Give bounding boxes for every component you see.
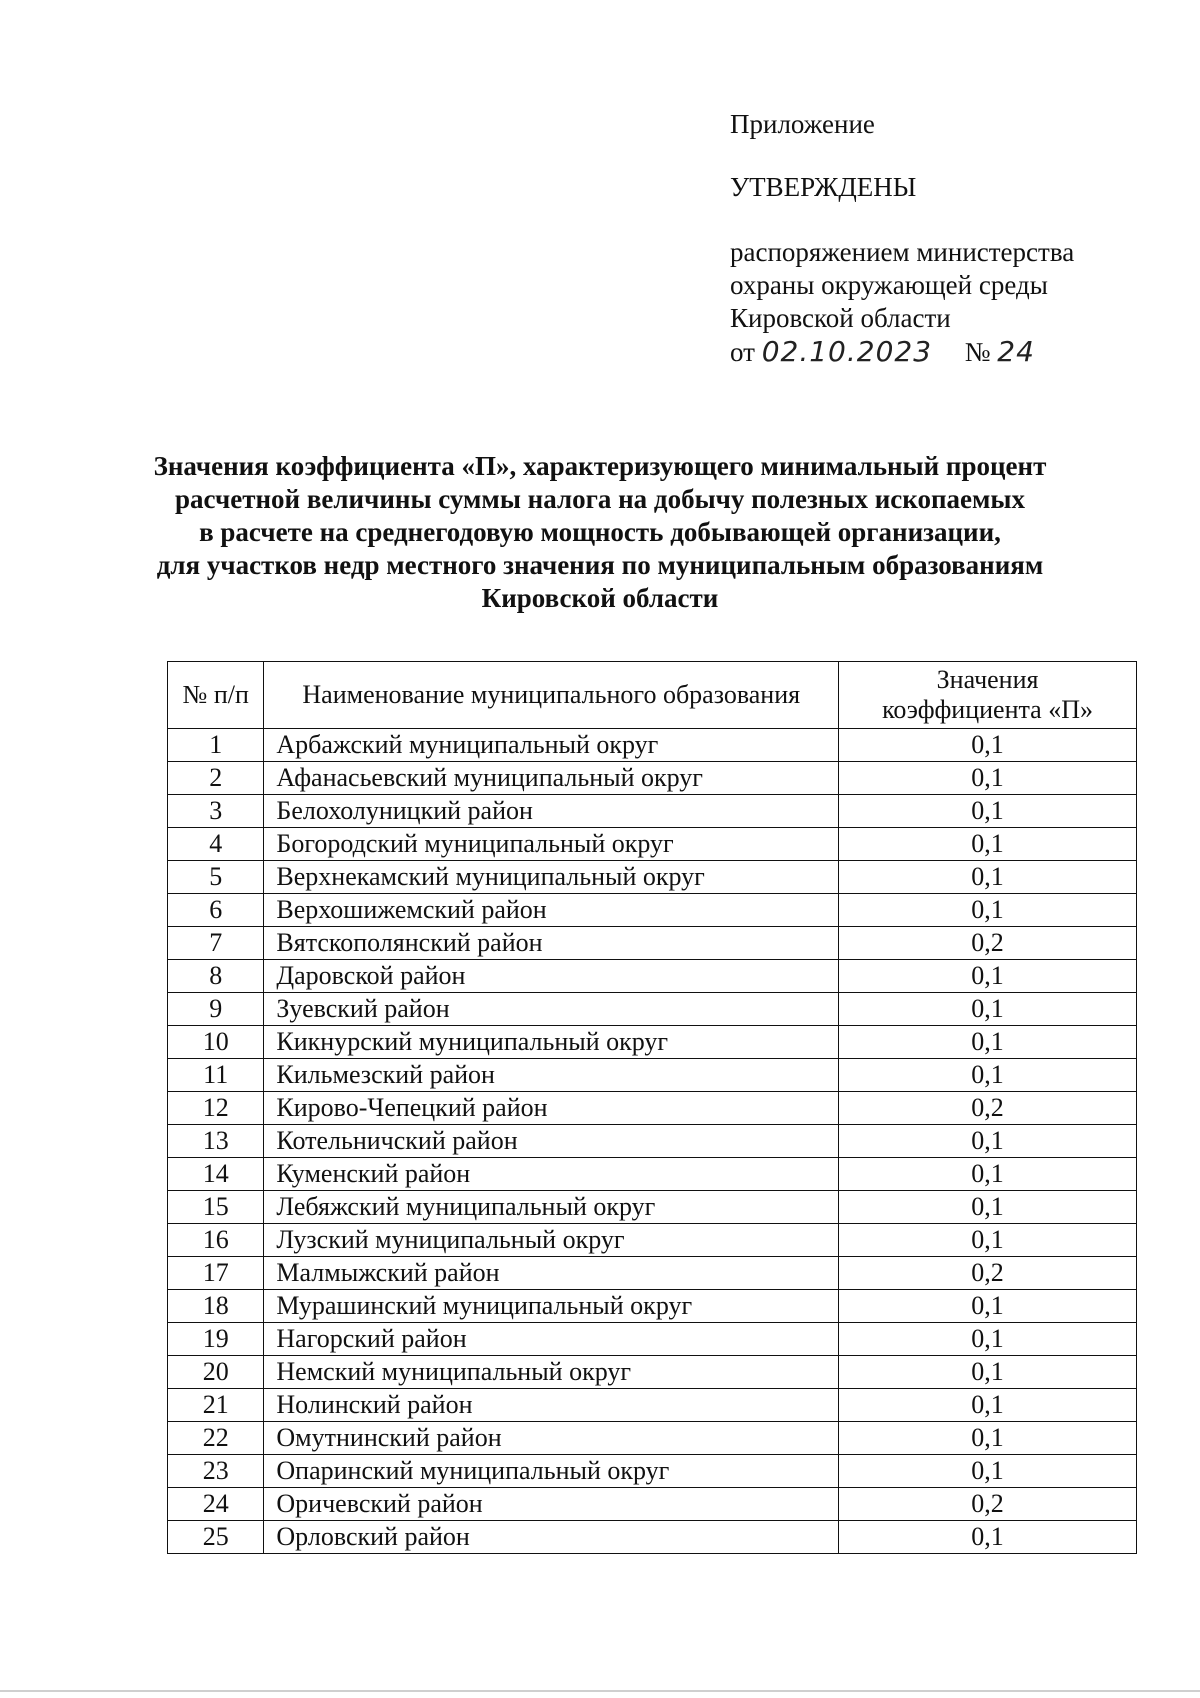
table-row bbox=[168, 1092, 1137, 1125]
table-row bbox=[168, 1224, 1137, 1257]
row-num: 3 bbox=[168, 795, 264, 828]
date-prefix: от bbox=[730, 337, 755, 367]
row-name: Немский муниципальный округ bbox=[264, 1356, 839, 1389]
header-num: № п/п bbox=[168, 662, 264, 729]
header-value-line-1: Значения bbox=[936, 665, 1039, 694]
coefficients-table bbox=[167, 661, 1137, 1554]
row-value: 0,1 bbox=[839, 993, 1137, 1026]
row-value: 0,1 bbox=[839, 1059, 1137, 1092]
row-name: Кикнурский муниципальный округ bbox=[264, 1026, 839, 1059]
table-row bbox=[168, 828, 1137, 861]
row-name: Орловский район bbox=[264, 1521, 839, 1554]
table-row bbox=[168, 795, 1137, 828]
table-row bbox=[168, 1125, 1137, 1158]
row-value: 0,1 bbox=[839, 828, 1137, 861]
row-num: 20 bbox=[168, 1356, 264, 1389]
row-name: Кильмезский район bbox=[264, 1059, 839, 1092]
handwritten-number: 24 bbox=[997, 335, 1035, 368]
row-name: Верхнекамский муниципальный округ bbox=[264, 861, 839, 894]
row-value: 0,1 bbox=[839, 960, 1137, 993]
row-num: 4 bbox=[168, 828, 264, 861]
row-value: 0,1 bbox=[839, 1191, 1137, 1224]
row-value: 0,1 bbox=[839, 1356, 1137, 1389]
table-row bbox=[168, 993, 1137, 1026]
row-name: Нагорский район bbox=[264, 1323, 839, 1356]
approved-by-line-3: Кировской области bbox=[730, 303, 951, 333]
row-value: 0,1 bbox=[839, 1026, 1137, 1059]
row-num: 2 bbox=[168, 762, 264, 795]
number-sign: № bbox=[964, 337, 991, 367]
table-row bbox=[168, 927, 1137, 960]
table-body bbox=[168, 729, 1137, 1554]
title-line-4: для участков недр местного значения по муниципальным образованиям bbox=[156, 550, 1044, 580]
table-row bbox=[168, 1488, 1137, 1521]
row-num: 21 bbox=[168, 1389, 264, 1422]
row-name: Куменский район bbox=[264, 1158, 839, 1191]
table-row bbox=[168, 1059, 1137, 1092]
table-row bbox=[168, 729, 1137, 762]
row-num: 22 bbox=[168, 1422, 264, 1455]
row-num: 12 bbox=[168, 1092, 264, 1125]
row-num: 25 bbox=[168, 1521, 264, 1554]
row-value: 0,2 bbox=[839, 1092, 1137, 1125]
title-line-3: в расчете на среднегодовую мощность добывающей организации, bbox=[199, 517, 1001, 547]
row-name: Малмыжский район bbox=[264, 1257, 839, 1290]
row-value: 0,2 bbox=[839, 927, 1137, 960]
table-row bbox=[168, 861, 1137, 894]
row-value: 0,1 bbox=[839, 1422, 1137, 1455]
row-num: 8 bbox=[168, 960, 264, 993]
row-num: 1 bbox=[168, 729, 264, 762]
row-name: Богородский муниципальный округ bbox=[264, 828, 839, 861]
approved-label: УТВЕРЖДЕНЫ bbox=[730, 172, 917, 202]
row-name: Арбажский муниципальный округ bbox=[264, 729, 839, 762]
row-value: 0,1 bbox=[839, 729, 1137, 762]
header-value-line-2: коэффициента «П» bbox=[882, 695, 1093, 724]
appendix-label: Приложение bbox=[730, 109, 875, 139]
table-row bbox=[168, 894, 1137, 927]
row-num: 15 bbox=[168, 1191, 264, 1224]
title-line-1: Значения коэффициента «П», характеризующего минимальный процент bbox=[153, 451, 1047, 481]
row-num: 13 bbox=[168, 1125, 264, 1158]
row-num: 6 bbox=[168, 894, 264, 927]
row-value: 0,1 bbox=[839, 1455, 1137, 1488]
row-value: 0,1 bbox=[839, 861, 1137, 894]
table-row bbox=[168, 1356, 1137, 1389]
row-name: Нолинский район bbox=[264, 1389, 839, 1422]
row-name: Белохолуницкий район bbox=[264, 795, 839, 828]
row-num: 14 bbox=[168, 1158, 264, 1191]
table-row bbox=[168, 1389, 1137, 1422]
row-num: 11 bbox=[168, 1059, 264, 1092]
row-value: 0,2 bbox=[839, 1488, 1137, 1521]
table-header-row bbox=[168, 662, 1137, 729]
row-num: 23 bbox=[168, 1455, 264, 1488]
table-row bbox=[168, 1323, 1137, 1356]
table-row bbox=[168, 1290, 1137, 1323]
table-row bbox=[168, 1158, 1137, 1191]
row-name: Даровской район bbox=[264, 960, 839, 993]
row-name: Опаринский муниципальный округ bbox=[264, 1455, 839, 1488]
handwritten-date: 02.10.2023 bbox=[761, 335, 933, 368]
row-name: Верхошижемский район bbox=[264, 894, 839, 927]
row-num: 10 bbox=[168, 1026, 264, 1059]
row-name: Оричевский район bbox=[264, 1488, 839, 1521]
row-num: 17 bbox=[168, 1257, 264, 1290]
row-name: Афанасьевский муниципальный округ bbox=[264, 762, 839, 795]
row-value: 0,1 bbox=[839, 762, 1137, 795]
approval-block bbox=[730, 108, 1150, 369]
row-name: Зуевский район bbox=[264, 993, 839, 1026]
row-value: 0,1 bbox=[839, 1125, 1137, 1158]
date-number-line bbox=[730, 335, 1150, 369]
row-num: 24 bbox=[168, 1488, 264, 1521]
row-value: 0,1 bbox=[839, 1521, 1137, 1554]
row-name: Лузский муниципальный округ bbox=[264, 1224, 839, 1257]
row-num: 7 bbox=[168, 927, 264, 960]
approved-by-line-2: охраны окружающей среды bbox=[730, 270, 1048, 300]
row-num: 5 bbox=[168, 861, 264, 894]
document-title bbox=[150, 450, 1050, 615]
row-name: Омутнинский район bbox=[264, 1422, 839, 1455]
table-row bbox=[168, 762, 1137, 795]
row-value: 0,1 bbox=[839, 1389, 1137, 1422]
row-name: Кирово-Чепецкий район bbox=[264, 1092, 839, 1125]
row-value: 0,2 bbox=[839, 1257, 1137, 1290]
scan-edge-line bbox=[0, 1690, 1200, 1692]
row-value: 0,1 bbox=[839, 1323, 1137, 1356]
header-name: Наименование муниципального образования bbox=[264, 662, 839, 729]
row-value: 0,1 bbox=[839, 795, 1137, 828]
row-num: 18 bbox=[168, 1290, 264, 1323]
table-row bbox=[168, 1521, 1137, 1554]
row-name: Лебяжский муниципальный округ bbox=[264, 1191, 839, 1224]
row-num: 19 bbox=[168, 1323, 264, 1356]
row-name: Мурашинский муниципальный округ bbox=[264, 1290, 839, 1323]
title-line-2: расчетной величины суммы налога на добычу полезных ископаемых bbox=[175, 484, 1025, 514]
row-value: 0,1 bbox=[839, 894, 1137, 927]
table-row bbox=[168, 1026, 1137, 1059]
row-num: 9 bbox=[168, 993, 264, 1026]
row-num: 16 bbox=[168, 1224, 264, 1257]
row-name: Котельничский район bbox=[264, 1125, 839, 1158]
row-value: 0,1 bbox=[839, 1158, 1137, 1191]
row-value: 0,1 bbox=[839, 1224, 1137, 1257]
table-row bbox=[168, 1191, 1137, 1224]
approved-by-line-1: распоряжением министерства bbox=[730, 237, 1075, 267]
table-row bbox=[168, 960, 1137, 993]
row-value: 0,1 bbox=[839, 1290, 1137, 1323]
title-line-5: Кировской области bbox=[481, 583, 719, 613]
header-value bbox=[839, 662, 1137, 729]
table-row bbox=[168, 1455, 1137, 1488]
table-row bbox=[168, 1257, 1137, 1290]
row-name: Вятскополянский район bbox=[264, 927, 839, 960]
table-row bbox=[168, 1422, 1137, 1455]
